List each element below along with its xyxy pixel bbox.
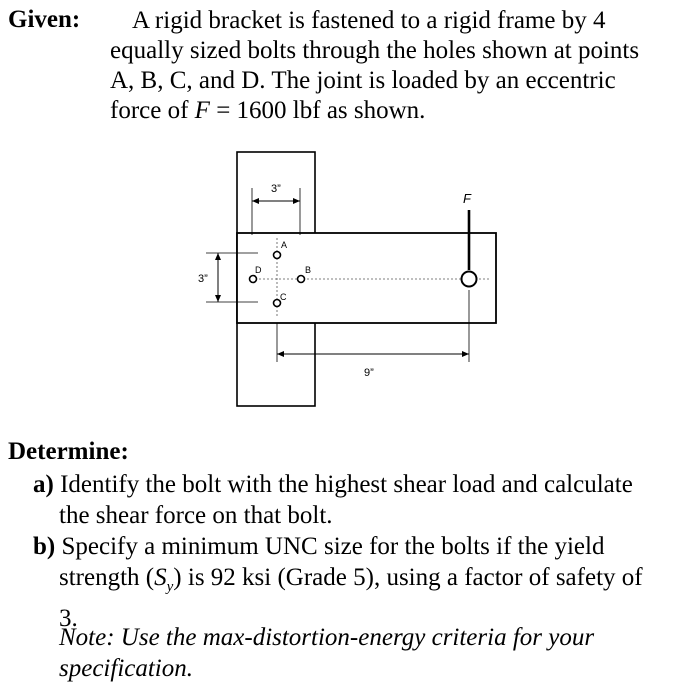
- bottom-dim-arrow-right: [462, 351, 469, 357]
- part-b: [33, 531, 693, 634]
- top-dim-arrow-right: [293, 198, 300, 204]
- determine-label: Determine:: [8, 438, 129, 465]
- note-line-2: specification.: [59, 655, 193, 682]
- given-line-2: equally sized bolts through the holes shown at points: [110, 37, 640, 64]
- bottom-dim-arrow-left: [277, 351, 284, 357]
- given-label: Given:: [8, 6, 81, 33]
- part-a-line-1: Identify the bolt with the highest shear load and calculate: [53, 471, 633, 498]
- bolt-a-label: A: [281, 240, 288, 250]
- bolt-d: [250, 276, 257, 283]
- bolt-a: [274, 252, 281, 259]
- part-b-line-2: strength $(S_y)$ is 92 ksi (Grade 5), using a factor of safety of: [59, 564, 643, 595]
- bolt-b-label: B: [305, 265, 312, 275]
- bolt-c-label: C: [280, 292, 287, 302]
- given-line-4: force of F = 1600 lbf as shown.: [110, 97, 426, 124]
- bottom-dim-label: 9”: [364, 367, 374, 379]
- part-a: [33, 469, 693, 531]
- left-dim-label: 3”: [198, 273, 208, 285]
- given-line-1: A rigid bracket is fastened to a rigid frame by 4: [132, 7, 606, 34]
- given-line-3: A, B, C, and D. The joint is loaded by an eccentric: [110, 67, 616, 94]
- part-a-line-2: the shear force on that bolt.: [59, 502, 333, 529]
- part-b-line-3: 3.: [59, 605, 78, 632]
- bracket-outline: [237, 233, 496, 323]
- part-a-label: a): [33, 471, 54, 498]
- left-dim-arrow-bottom: [215, 295, 221, 302]
- note: [59, 622, 689, 684]
- top-dim-label: 3”: [271, 183, 281, 195]
- top-dim-arrow-left: [252, 198, 259, 204]
- yield-strength-symbol: S: [154, 564, 167, 591]
- left-dim-arrow-top: [215, 253, 221, 260]
- part-b-label: b): [33, 533, 56, 560]
- load-point-hole: [462, 272, 477, 287]
- force-label: F: [463, 191, 471, 206]
- part-b-line-1: Specify a minimum UNC size for the bolts if the yield: [55, 533, 605, 560]
- bolt-b: [298, 276, 305, 283]
- force-variable: F: [194, 97, 210, 124]
- bolt-d-label: D: [255, 265, 262, 275]
- note-line-1: Note: Use the max-distortion-energy criteria for your: [59, 624, 595, 651]
